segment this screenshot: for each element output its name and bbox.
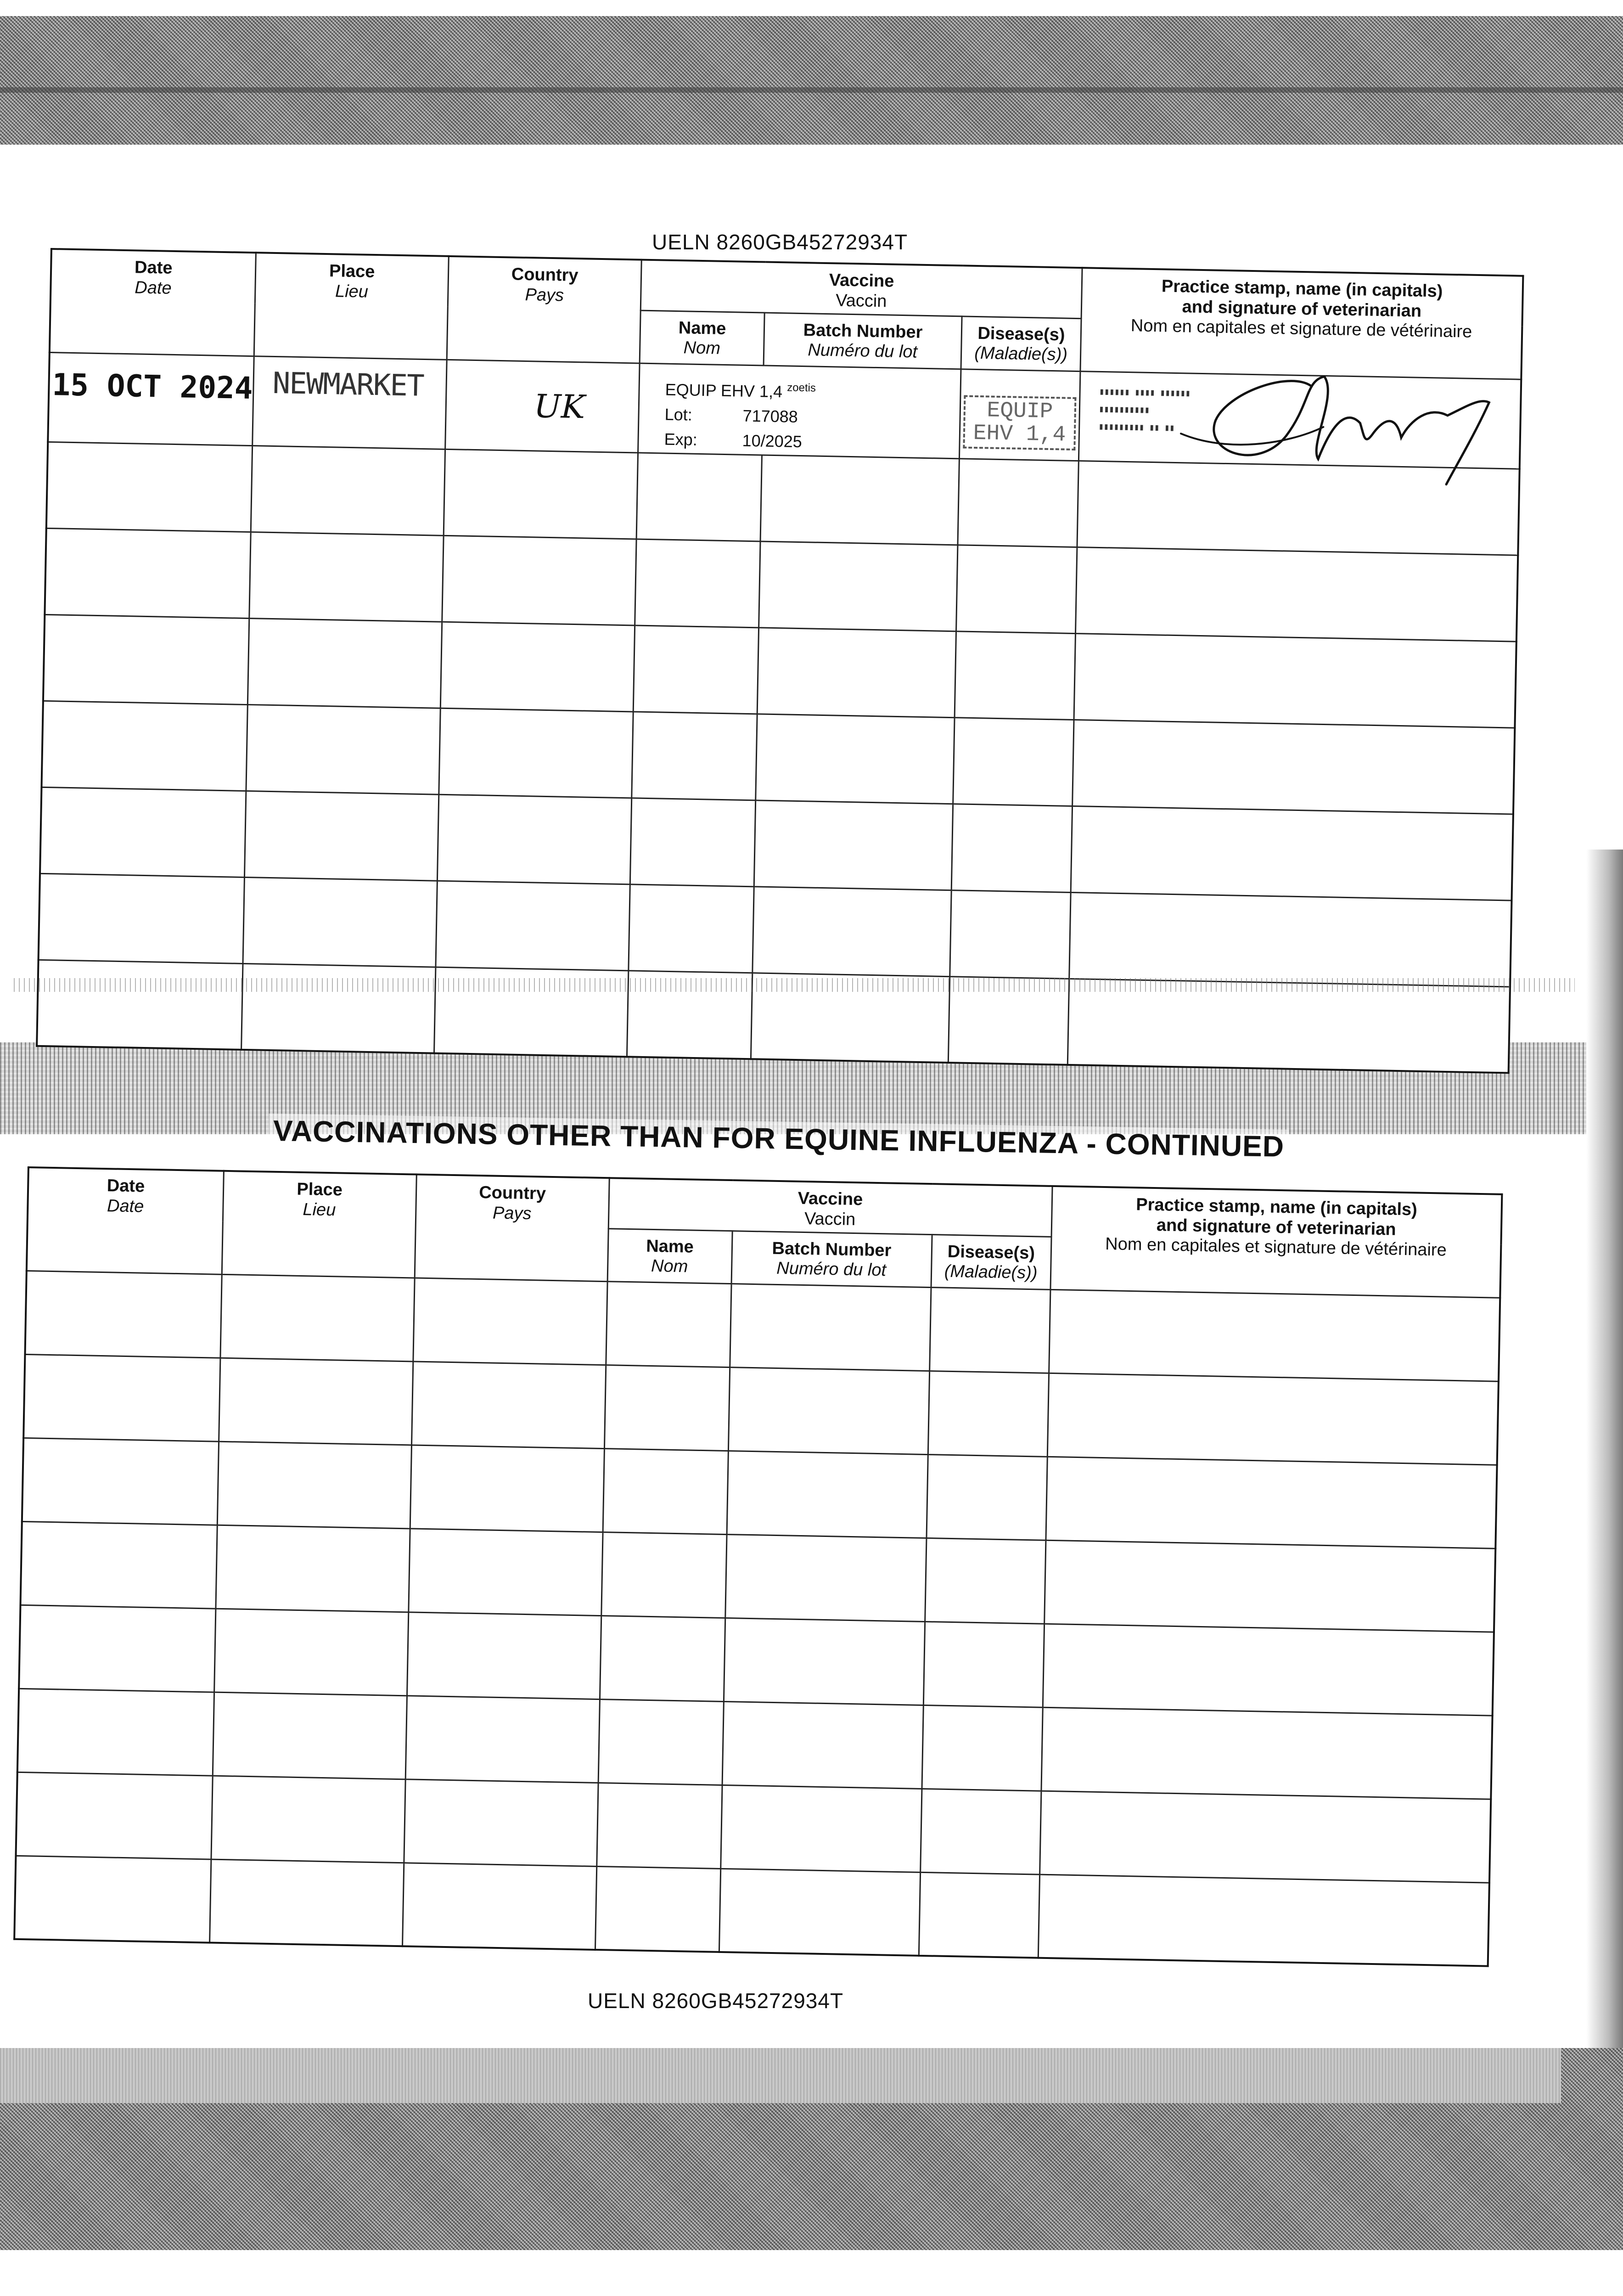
entry-place-stamp: NEWMARKET bbox=[253, 356, 447, 449]
header-disease: Disease(s) (Maladie(s)) bbox=[931, 1234, 1051, 1289]
scan-bottom-light bbox=[0, 2048, 1561, 2103]
vaccine-maker-logo: zoetis bbox=[787, 381, 816, 394]
vet-stamp-signature bbox=[1078, 371, 1521, 469]
vaccine-lot-line: Lot: 717088 bbox=[664, 405, 798, 426]
vaccination-table-bottom bbox=[13, 1166, 1503, 1967]
ueln-top: UELN 8260GB45272934T bbox=[652, 230, 908, 254]
header-place: Place Lieu bbox=[222, 1171, 416, 1278]
header-vaccine: Vaccine Vaccin bbox=[608, 1178, 1052, 1237]
veterinarian-signature bbox=[1171, 364, 1504, 490]
header-place: Place Lieu bbox=[254, 253, 449, 360]
vaccination-table-top bbox=[36, 248, 1524, 1074]
header-vaccine: Vaccine Vaccin bbox=[640, 260, 1082, 319]
section-title: VACCINATIONS OTHER THAN FOR EQUINE INFLUENZA - CONTINUED bbox=[268, 1114, 1289, 1164]
disease-stamp: EQUIP EHV 1,4 bbox=[963, 395, 1077, 450]
vaccine-sticker bbox=[638, 363, 961, 459]
entry-date: 15 OCT 2024 bbox=[48, 352, 254, 445]
header-country: Country Pays bbox=[447, 256, 641, 363]
vaccine-exp-line: Exp: 10/2025 bbox=[664, 429, 803, 451]
entry-disease bbox=[960, 369, 1081, 461]
header-practice-stamp: Practice stamp, name (in capitals) and signature of veterinarian Nom en capitales et signature de vétérinaire bbox=[1080, 268, 1523, 379]
lot-number: 717088 bbox=[742, 406, 798, 426]
header-batch-number: Batch Number Numéro du lot bbox=[764, 313, 962, 369]
scan-noise bbox=[14, 978, 1575, 992]
vaccine-name-line: EQUIP EHV 1,4 $^{zoetis}$ bbox=[665, 380, 816, 401]
header-batch-number: Batch Number Numéro du lot bbox=[731, 1231, 932, 1287]
header-date: Date Date bbox=[27, 1167, 224, 1274]
scan-top-band bbox=[0, 16, 1623, 145]
practice-stamp: ▮▮▮▮▮▮ ▮▮▮▮ ▮▮▮▮▮▮ ▮▮▮▮▮▮▮▮▮▮ ▮▮▮▮▮▮▮▮▮ ▮▮ ▮▮ bbox=[1098, 385, 1191, 433]
header-date: Date Date bbox=[50, 249, 256, 356]
entry-country: UK bbox=[445, 360, 640, 453]
page-edge-shadow bbox=[1586, 850, 1623, 2089]
header-vaccine-name: Name Nom bbox=[607, 1228, 732, 1283]
header-vaccine-name: Name Nom bbox=[640, 310, 764, 366]
ueln-bottom: UELN 8260GB45272934T bbox=[588, 1989, 844, 2013]
header-country: Country Pays bbox=[415, 1175, 609, 1282]
header-disease: Disease(s) (Maladie(s)) bbox=[961, 316, 1081, 371]
header-practice-stamp: Practice stamp, name (in capitals) and signature of veterinarian Nom en capitales et signature de vétérinaire bbox=[1050, 1186, 1502, 1298]
expiry-date: 10/2025 bbox=[742, 431, 803, 451]
